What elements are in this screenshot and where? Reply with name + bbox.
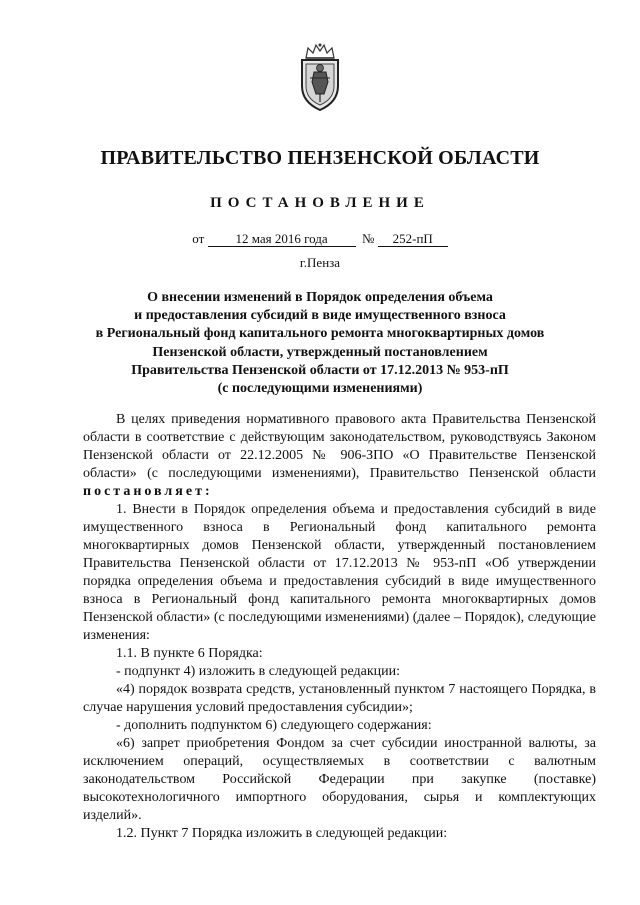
paragraph-quote-4: «4) порядок возврата средств, установленный пунктом 7 настоящего Порядка, в случае нарушения условий предоставления субсидии»; — [83, 682, 596, 715]
heading-line: в Региональный фонд капитального ремонта многоквартирных домов — [95, 326, 545, 342]
preamble-text: В целях приведения нормативного правового акта Правительства Пензенской области в соответствие с действующим законодательством, руководствуясь Законом Пензенской области от 22.12.2005 № 906-ЗПО «О Правительстве Пензенской области» (с последующими изменениями), Правительство Пензенской области — [83, 412, 596, 481]
preamble-paragraph — [83, 411, 596, 501]
paragraph-subitem: - подпункт 4) изложить в следующей редакции: — [116, 664, 401, 679]
document-date: 12 мая 2016 года — [208, 232, 356, 247]
heading-line: О внесении изменений в Порядок определения объема — [147, 290, 493, 305]
date-prefix: от — [192, 231, 205, 246]
number-prefix: № — [362, 231, 375, 246]
resolves-word: постановляет: — [83, 484, 213, 499]
date-number-line — [0, 231, 640, 247]
coat-of-arms-emblem — [292, 42, 348, 114]
city-name: г.Пенза — [299, 255, 341, 270]
paragraph-quote-6: «6) запрет приобретения Фондом за счет субсидии иностранной валюты, за исключением операций, осуществляемых в соответствии с валютным законодательством Российской Федерации при закупке (поставке) высокотехнологичного импортного оборудования, сырья и комплектующих изделий». — [83, 736, 596, 823]
government-title: ПРАВИТЕЛЬСТВО ПЕНЗЕНСКОЙ ОБЛАСТИ — [100, 147, 540, 169]
heading-line: и предоставления субсидий в виде имущественного взноса — [134, 308, 506, 324]
heading-line: Пензенской области, утвержденный постановлением — [152, 344, 488, 360]
paragraph-item-1-2: 1.2. Пункт 7 Порядка изложить в следующей редакции: — [116, 826, 448, 841]
document-number: 252-пП — [378, 232, 448, 247]
paragraph-item-1: 1. Внести в Порядок определения объема и предоставления субсидий в виде имущественного взноса в Региональный фонд капитального ремонта многоквартирных домов Пензенской области, утвержденный постановлением Правительства Пензенской области от 17.12.2013 № 953-пП «Об утверждении порядка определения объема и предоставления субсидий в виде имущественного взноса в Региональный фонд капитального ремонта многоквартирных домов Пензенской области» (с последующими изменениями) (далее – Порядок), следующие изменения: — [83, 502, 596, 643]
document-body — [83, 411, 596, 843]
document-heading — [70, 289, 570, 398]
paragraph-subitem: - дополнить подпунктом 6) следующего содержания: — [116, 718, 432, 733]
heading-line: Правительства Пензенской области от 17.12.2013 № 953-пП — [131, 362, 509, 378]
document-type: ПОСТАНОВЛЕНИЕ — [210, 195, 430, 211]
heading-line: (с последующими изменениями) — [217, 381, 423, 397]
paragraph-item-1-1: 1.1. В пункте 6 Порядка: — [116, 646, 263, 661]
